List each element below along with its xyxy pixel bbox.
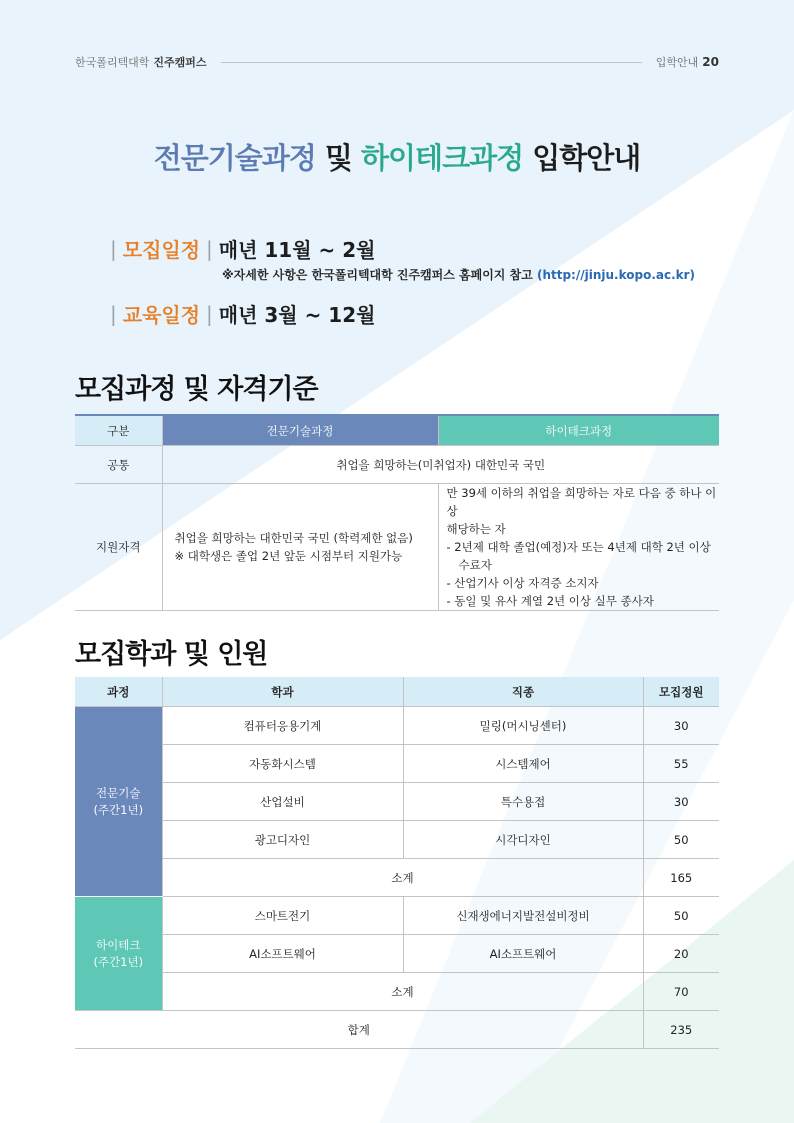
homepage-link[interactable]: (http://jinju.kopo.ac.kr) xyxy=(536,268,696,282)
row-label-qualification: 지원자격 xyxy=(75,484,162,611)
common-value: 취업을 희망하는(미취업자) 대한민국 국민 xyxy=(162,446,719,484)
recruit-value: 매년 11월 ~ 2월 xyxy=(218,238,376,262)
header-divider xyxy=(221,62,642,63)
page-header xyxy=(75,54,719,70)
hitech-qualification: 만 39세 이하의 취업을 희망하는 자로 다음 중 하나 이상 해당하는 자 - 2년제 대학 졸업(예정)자 또는 4년제 대학 2년 이상 수료자 - 산업기사 이상 자격증 소지자 - 동일 및 유사 계열 2년 이상 실무 종사자 xyxy=(438,484,719,611)
col-hitech: 하이테크과정 xyxy=(438,415,719,446)
departments-table xyxy=(75,677,719,1049)
total-row: 합계 235 xyxy=(75,1011,719,1049)
qualification-table xyxy=(75,414,719,611)
group-pro: 전문기술 (주간1년) xyxy=(75,707,162,897)
section-title-departments: 모집학과 및 인원 xyxy=(75,639,268,670)
group-hitech: 하이테크 (주간1년) xyxy=(75,897,162,1011)
page-number: 20 xyxy=(702,55,719,69)
table-row: 자동화시스템 시스템제어 55 xyxy=(75,745,719,783)
subtotal-row: 소계 70 xyxy=(75,973,719,1011)
col-job: 직종 xyxy=(403,677,643,707)
table-row: AI소프트웨어 AI소프트웨어 20 xyxy=(75,935,719,973)
col-category: 구분 xyxy=(75,415,162,446)
schedule-note: ※자세한 사항은 한국폴리텍대학 진주캠퍼스 홈페이지 참고 (http://jinju.kopo.ac.kr) xyxy=(222,268,696,282)
col-quota: 모집정원 xyxy=(643,677,719,707)
title-and: 및 xyxy=(324,141,352,175)
table-row: 하이테크 (주간1년) 스마트전기 신재생에너지발전설비정비 50 xyxy=(75,897,719,935)
col-pro: 전문기술과정 xyxy=(162,415,438,446)
edu-value: 매년 3월 ~ 12월 xyxy=(218,303,376,327)
title-hitech: 하이테크과정 xyxy=(361,141,524,175)
recruit-label: 모집일정 xyxy=(122,238,201,262)
page-title xyxy=(0,136,794,177)
edu-schedule: | 교육일정 | 매년 3월 ~ 12월 xyxy=(110,299,375,328)
table-row: 전문기술 (주간1년) 컴퓨터응용기계 밀링(머시닝센터) 30 xyxy=(75,707,719,745)
header-section: 입학안내 xyxy=(655,56,699,69)
title-admission: 입학안내 xyxy=(532,141,641,175)
col-dept: 학과 xyxy=(162,677,403,707)
edu-label: 교육일정 xyxy=(122,303,201,327)
header-campus: 진주캠퍼스 xyxy=(153,56,207,69)
col-course: 과정 xyxy=(75,677,162,707)
table-row: 광고디자인 시각디자인 50 xyxy=(75,821,719,859)
section-title-qualification: 모집과정 및 자격기준 xyxy=(75,374,318,405)
header-school: 한국폴리텍대학 xyxy=(75,56,150,69)
subtotal-row: 소계 165 xyxy=(75,859,719,897)
title-pro: 전문기술과정 xyxy=(153,141,316,175)
pro-qualification: 취업을 희망하는 대한민국 국민 (학력제한 없음) ※ 대학생은 졸업 2년 앞둔 시점부터 지원가능 xyxy=(162,484,438,611)
recruit-schedule: | 모집일정 | 매년 11월 ~ 2월 xyxy=(110,234,375,263)
row-label-common: 공통 xyxy=(75,446,162,484)
table-row: 산업설비 특수용접 30 xyxy=(75,783,719,821)
